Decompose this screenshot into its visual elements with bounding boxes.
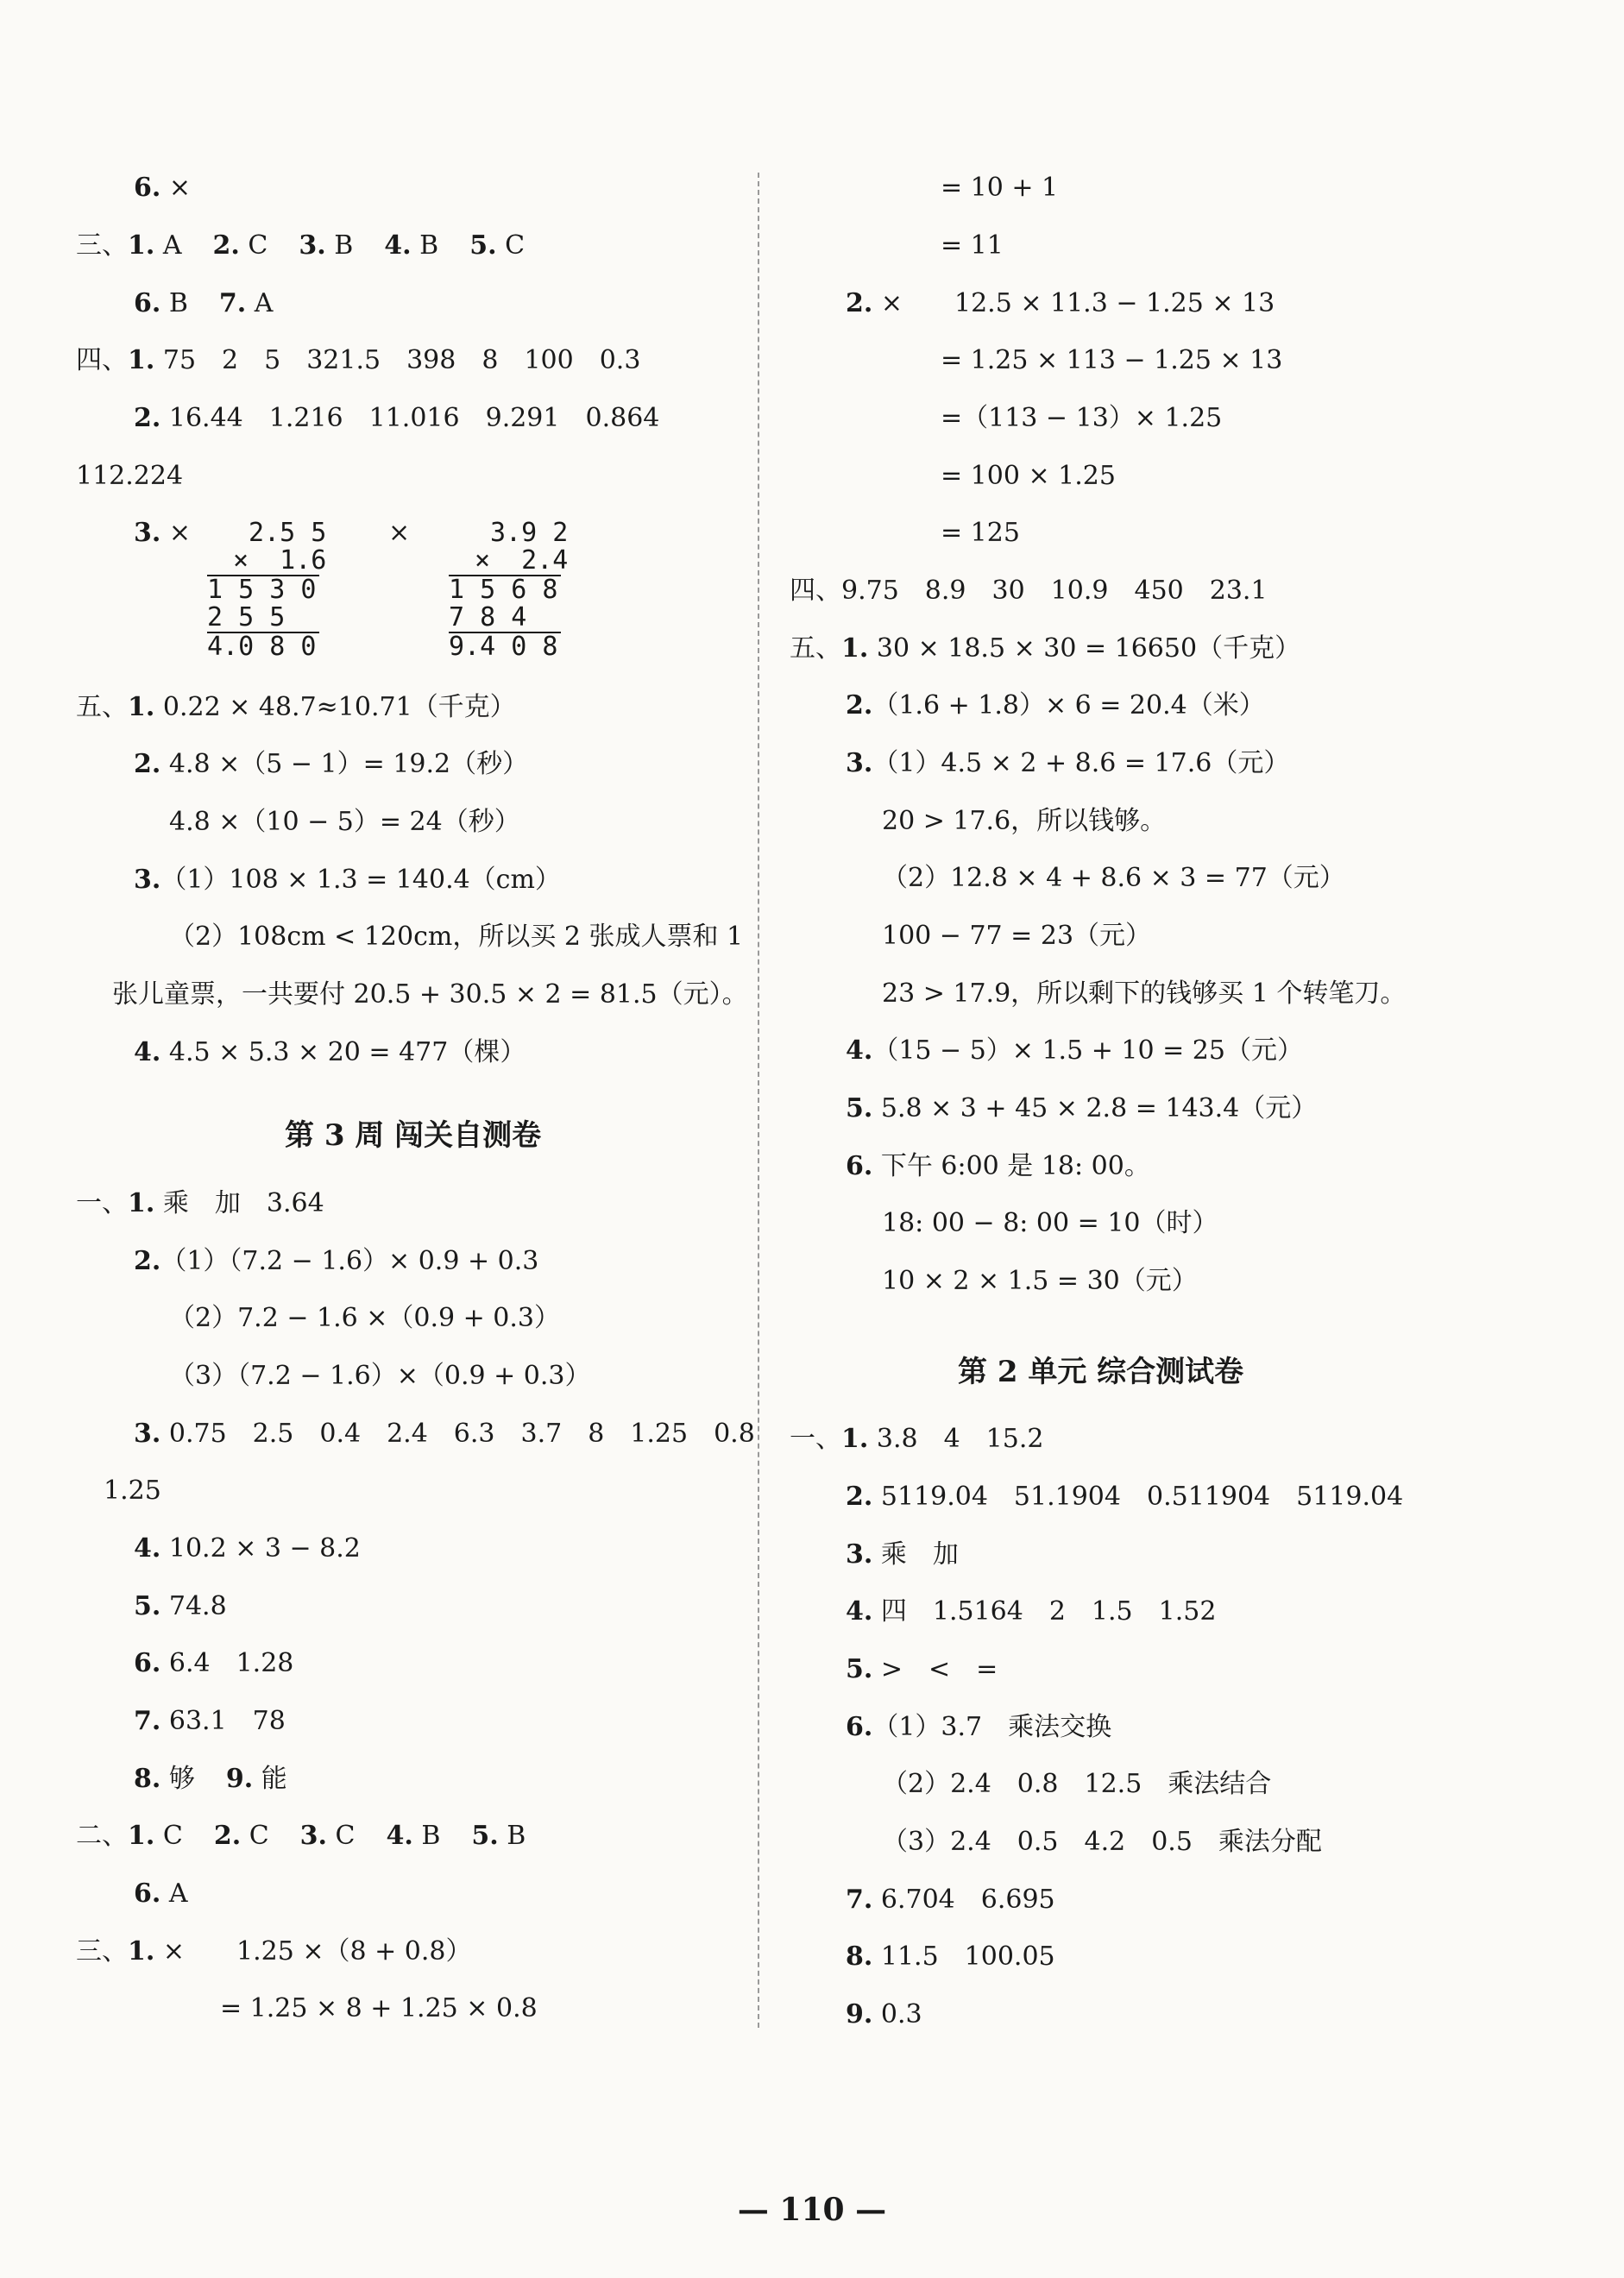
left-answer-line	[169, 920, 743, 954]
answer-text: 四、	[76, 345, 128, 375]
answer-text: B	[325, 230, 354, 261]
item-number: 5.	[134, 1591, 161, 1621]
answer-text: 乘 加	[872, 1539, 959, 1570]
answer-text: 6.704 6.695	[872, 1885, 1055, 1915]
left-answer-line	[134, 1035, 526, 1070]
left-answer-line	[76, 229, 525, 263]
answer-text: C	[239, 230, 268, 261]
answer-text: 三、	[76, 1936, 128, 1967]
left-answer-line	[134, 1532, 361, 1566]
answer-text: （1）4.5 × 2 + 8.6 = 17.6（元）	[872, 748, 1290, 778]
answer-text: （1.6 + 1.8）× 6 = 20.4（米）	[872, 690, 1265, 721]
answer-text: = 1.25 × 8 + 1.25 × 0.8	[220, 1993, 538, 2023]
answer-text: 0.22 × 48.7≈10.71（千克）	[154, 692, 516, 722]
right-answer-line	[846, 1480, 1403, 1514]
item-number: 5.	[846, 1093, 873, 1123]
item-number: 1.	[841, 633, 869, 664]
answer-text: A	[154, 230, 182, 261]
item-number: 2.	[213, 1821, 242, 1851]
left-answer-line	[134, 863, 561, 897]
left-answer-line	[134, 1877, 188, 1911]
answer-text: （2）12.8 × 4 + 8.6 × 3 = 77（元）	[882, 863, 1345, 893]
right-answer-line	[846, 1149, 1150, 1184]
vm1-partial-1: 1 5 3 0	[207, 575, 317, 605]
vm1-multiplier: × 1.6	[233, 545, 327, 576]
item-number: 5.	[471, 1821, 499, 1851]
answer-text: =（113 − 13）× 1.25	[941, 403, 1223, 433]
item-number: 3.	[299, 230, 326, 261]
item-number: 1.	[128, 345, 155, 375]
answer-text: 一、	[76, 1188, 128, 1218]
answer-text: 20 > 17.6，所以钱够。	[882, 806, 1167, 836]
answer-text: （2）7.2 − 1.6 ×（0.9 + 0.3）	[169, 1303, 561, 1333]
left-answer-line	[169, 1359, 590, 1394]
right-answer-line	[941, 229, 1004, 263]
right-answer-line	[941, 401, 1222, 436]
answer-text: 74.8	[161, 1591, 227, 1621]
answer-text: > < =	[872, 1654, 998, 1684]
left-answer-line	[76, 1186, 324, 1221]
item-number: 6.	[846, 1151, 873, 1181]
answer-text: B	[412, 1821, 441, 1851]
right-answer-line	[882, 1264, 1198, 1299]
answer-text: 4.8 ×（5 − 1）= 19.2（秒）	[161, 749, 529, 779]
right-answer-line	[882, 977, 1406, 1011]
left-answer-line	[134, 1762, 287, 1797]
item-number: 6.	[134, 1648, 161, 1678]
left-answer-line	[134, 171, 191, 205]
item-number: 1.	[128, 1936, 155, 1967]
answer-text: 乘 加 3.64	[154, 1188, 324, 1218]
answer-text: （15 − 5）× 1.5 + 10 = 25（元）	[872, 1035, 1303, 1066]
right-answer-line	[882, 1825, 1322, 1860]
answer-text: （2）108cm < 120cm，所以买 2 张成人票和 1	[169, 922, 744, 952]
answer-text: = 1.25 × 113 − 1.25 × 13	[941, 345, 1283, 375]
answer-text: 4.5 × 5.3 × 20 = 477（棵）	[161, 1037, 526, 1067]
answer-text: 11.5 100.05	[872, 1941, 1055, 1972]
item-number: 1.	[128, 230, 155, 261]
answer-text: 10.2 × 3 − 8.2	[161, 1533, 361, 1564]
left-answer-line	[134, 1589, 227, 1624]
left-answer-line	[134, 1417, 755, 1451]
answer-text: 四、9.75 8.9 30 10.9 450 23.1	[790, 576, 1268, 606]
left-answer-line	[104, 1474, 161, 1508]
mid-cross-mark: ×	[388, 518, 411, 548]
answer-text: 张儿童票，一共要付 20.5 + 30.5 × 2 = 81.5（元）。	[112, 979, 748, 1010]
answer-text: C	[496, 230, 526, 261]
answer-text: 10 × 2 × 1.5 = 30（元）	[882, 1266, 1198, 1296]
answer-text: （2）2.4 0.8 12.5 乘法结合	[882, 1769, 1272, 1799]
item-number: 5.	[469, 230, 497, 261]
answer-text: ×	[161, 173, 192, 203]
item-number: 7.	[134, 1706, 161, 1736]
left-answer-line	[76, 459, 183, 494]
left-answer-line	[76, 343, 640, 378]
answer-text: A	[246, 288, 274, 318]
answer-text: 5.8 × 3 + 45 × 2.8 = 143.4（元）	[872, 1093, 1318, 1123]
answer-text: = 100 × 1.25	[941, 461, 1116, 491]
item-number: 1.	[128, 1821, 155, 1851]
item-number: 4.	[846, 1596, 873, 1627]
right-answer-line	[846, 1595, 1216, 1629]
answer-text: 112.224	[76, 461, 184, 491]
item-number: 2.	[846, 1482, 873, 1512]
right-answer-line	[941, 171, 1058, 205]
answer-text: B	[411, 230, 439, 261]
answer-text: 3.8 4 15.2	[868, 1424, 1044, 1454]
left-answer-line	[76, 1819, 526, 1853]
right-answer-line	[846, 1092, 1317, 1126]
right-answer-line	[846, 1998, 922, 2032]
right-answer-line	[882, 1206, 1218, 1241]
left-answer-line	[112, 978, 748, 1012]
item-number: 7.	[846, 1885, 873, 1915]
answer-text: = 11	[941, 230, 1004, 261]
right-answer-line	[941, 516, 1020, 551]
answer-text: 30 × 18.5 × 30 = 16650（千克）	[868, 633, 1301, 664]
answer-text: A	[161, 1878, 188, 1909]
item-number: 1.	[128, 1188, 155, 1218]
right-answer-line	[846, 1034, 1303, 1068]
item-number: 3.	[846, 1539, 873, 1570]
vm2-multiplier: × 2.4	[475, 545, 569, 576]
left-answer-line	[134, 747, 528, 782]
right-answer-line	[846, 1710, 1111, 1745]
answer-text: 100 − 77 = 23（元）	[882, 921, 1152, 951]
item-number: 4.	[384, 230, 412, 261]
item-number: 6.	[134, 288, 161, 318]
item-number: 7.	[218, 288, 247, 318]
item-number: 4.	[134, 1037, 161, 1067]
right-answer-line	[882, 861, 1345, 896]
item-number: 4.	[386, 1821, 413, 1851]
vertical-multiplication-1	[207, 519, 326, 661]
left-answer-line	[134, 1704, 286, 1739]
answer-text: B	[498, 1821, 526, 1851]
item-number: 3.	[134, 1419, 161, 1449]
right-answer-line	[846, 689, 1265, 723]
answer-text: 23 > 17.9，所以剩下的钱够买 1 个转笔刀。	[882, 979, 1407, 1009]
answer-text: （1）（7.2 − 1.6）× 0.9 + 0.3	[161, 1246, 539, 1276]
answer-text: （3）（7.2 − 1.6）×（0.9 + 0.3）	[169, 1361, 591, 1391]
answer-text: 三、	[76, 230, 128, 261]
answer-text: × 12.5 × 11.3 − 1.25 × 13	[872, 288, 1275, 318]
answer-text: C	[326, 1821, 356, 1851]
answer-text: 5119.04 51.1904 0.511904 5119.04	[872, 1482, 1404, 1512]
right-answer-line	[846, 286, 1275, 321]
right-answer-line	[941, 343, 1282, 378]
item-number: 4.	[134, 1533, 161, 1564]
right-answer-line	[846, 1940, 1055, 1974]
item-number: 2.	[846, 690, 873, 721]
answer-text: 二、	[76, 1821, 128, 1851]
item-number: 2.	[846, 288, 873, 318]
vertical-multiplication-2	[449, 519, 568, 661]
answer-text: B	[161, 288, 188, 318]
answer-text: 能	[253, 1764, 287, 1794]
item-number: 6.	[134, 1878, 161, 1909]
right-answer-line	[882, 1767, 1271, 1802]
answer-text: 1.25	[104, 1476, 161, 1506]
answer-text: （3）2.4 0.5 4.2 0.5 乘法分配	[882, 1827, 1322, 1857]
item-number: 1.	[128, 692, 155, 722]
answer-text: 63.1 78	[161, 1706, 286, 1736]
right-answer-line	[790, 574, 1268, 608]
right-answer-line	[882, 919, 1151, 953]
column-divider	[758, 173, 759, 2028]
answer-text: 0.3	[872, 1999, 922, 2029]
item-number: 3.	[134, 518, 161, 548]
vm2-partial-2: 7 8 4	[449, 602, 527, 632]
answer-text: 6.4 1.28	[161, 1648, 294, 1678]
left-answer-line	[169, 805, 520, 840]
item-number: 8.	[134, 1764, 161, 1794]
left-answer-line	[134, 516, 191, 551]
answer-text: （1）3.7 乘法交换	[872, 1712, 1112, 1742]
answer-text: = 125	[941, 518, 1020, 548]
item-number: 9.	[225, 1764, 254, 1794]
answer-text: 4.8 ×（10 − 5）= 24（秒）	[169, 807, 520, 837]
right-answer-line	[846, 1883, 1055, 1917]
right-answer-line	[882, 804, 1166, 839]
answer-text: × 1.25 ×（8 + 0.8）	[154, 1936, 472, 1967]
answer-text: 18: 00 − 8: 00 = 10（时）	[882, 1208, 1218, 1238]
answer-text: 五、	[76, 692, 128, 722]
vm2-product: 9.4 0 8	[449, 632, 558, 662]
vm1-multiplicand: 2.5 5	[249, 518, 327, 548]
item-number: 2.	[212, 230, 240, 261]
page-number: — 110 —	[737, 2192, 887, 2228]
item-number: 2.	[134, 403, 161, 433]
answer-text: 下午 6:00 是 18: 00。	[872, 1151, 1150, 1181]
answer-text: （1）108 × 1.3 = 140.4（cm）	[161, 865, 561, 895]
item-number: 3.	[299, 1821, 327, 1851]
answer-text: 0.75 2.5 0.4 2.4 6.3 3.7 8 1.25 0.8	[161, 1419, 755, 1449]
item-number: 9.	[846, 1999, 873, 2029]
answer-text: C	[241, 1821, 269, 1851]
vm2-partial-1: 1 5 6 8	[449, 575, 558, 605]
vm2-multiplicand: 3.9 2	[490, 518, 569, 548]
item-number: 5.	[846, 1654, 873, 1684]
left-answer-line	[220, 1992, 538, 2026]
item-number: 8.	[846, 1941, 873, 1972]
right-answer-line	[941, 459, 1116, 494]
vm1-partial-2: 2 5 5	[207, 602, 286, 632]
left-answer-line	[134, 1646, 293, 1681]
left-answer-line	[76, 1935, 471, 1969]
answer-text: C	[154, 1821, 183, 1851]
item-number: 4.	[846, 1035, 873, 1066]
left-answer-line	[169, 1301, 560, 1336]
left-answer-line	[134, 286, 273, 321]
right-answer-line	[790, 632, 1300, 666]
item-number: 3.	[846, 748, 873, 778]
right-answer-line	[790, 1422, 1043, 1457]
item-number: 3.	[134, 865, 161, 895]
right-section-heading: 第 2 单元 综合测试卷	[958, 1355, 1244, 1389]
left-answer-line	[76, 690, 516, 725]
right-answer-line	[846, 746, 1289, 781]
answer-text: 16.44 1.216 11.016 9.291 0.864	[161, 403, 660, 433]
answer-text: = 10 + 1	[941, 173, 1059, 203]
right-answer-line	[846, 1652, 998, 1687]
left-answer-line	[134, 1244, 538, 1279]
answer-text: 一、	[790, 1424, 841, 1454]
answer-text: 够	[161, 1764, 195, 1794]
answer-text: 四 1.5164 2 1.5 1.52	[872, 1596, 1217, 1627]
vm1-product: 4.0 8 0	[207, 632, 317, 662]
left-section-heading: 第 3 周 闯关自测卷	[285, 1118, 542, 1153]
item-number: 6.	[134, 173, 161, 203]
item-number: 2.	[134, 1246, 161, 1276]
right-answer-line	[846, 1538, 959, 1572]
item-number: 6.	[846, 1712, 873, 1742]
item-number: 1.	[841, 1424, 869, 1454]
left-answer-line	[134, 401, 659, 436]
answer-text: 五、	[790, 633, 841, 664]
answer-text: 75 2 5 321.5 398 8 100 0.3	[154, 345, 641, 375]
answer-text: ×	[161, 518, 192, 548]
item-number: 2.	[134, 749, 161, 779]
